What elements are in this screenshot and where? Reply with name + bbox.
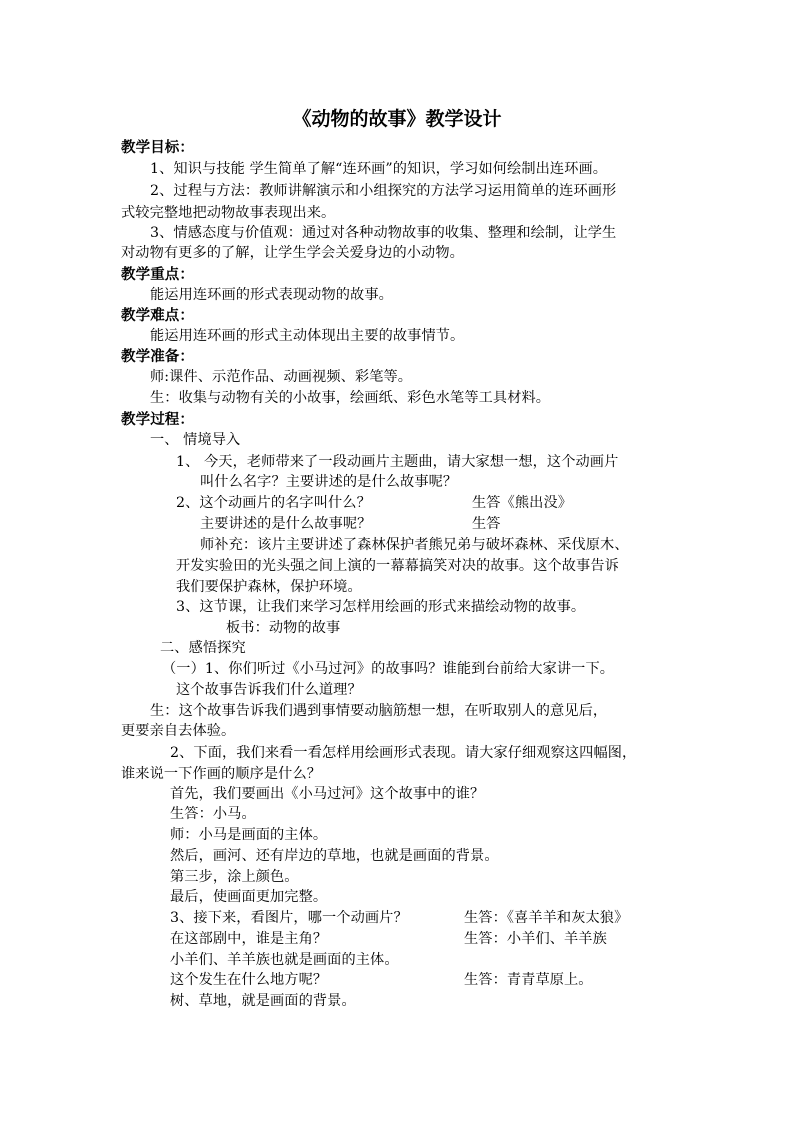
s1-question-1-line-1: 1、 今天，老师带来了一段动画片主题曲，请大家想一想，这个动画片 xyxy=(176,454,619,470)
objective-2-line-1: 2、过程与方法：教师讲解演示和小组探究的方法学习运用简单的连环画形 xyxy=(150,183,617,199)
s1-question-1-line-2: 叫什么名字？主要讲述的是什么故事呢？ xyxy=(200,474,458,490)
preparation-heading: 教学准备： xyxy=(121,348,194,365)
s2-question-3: 3、接下来，看图片，哪一个动画片？ xyxy=(170,910,408,926)
s1-question-2b-answer: 生答 xyxy=(472,516,501,532)
s2-step-first-teacher: 师：小马是画面的主体。 xyxy=(170,827,328,843)
s2-step-third: 第三步，涂上颜色。 xyxy=(170,869,299,885)
s2-question-5b: 树、草地，就是画面的背景。 xyxy=(170,993,356,1009)
s2-answer-1-line-1: 生：这个故事告诉我们遇到事情要动脑筋想一想，在听取别人的意见后， xyxy=(150,703,608,719)
s1-question-3: 3、这节课，让我们来学习怎样用绘画的形式来描绘动物的故事。 xyxy=(176,599,586,615)
s2-part-1-question: （一）1、你们听过《小马过河》的故事吗？谁能到台前给大家讲一下。 xyxy=(162,661,615,677)
s2-answer-1-line-2: 更要亲自去体验。 xyxy=(121,723,236,739)
difficulties-text: 能运用连环画的形式主动体现出主要的故事情节。 xyxy=(150,328,465,344)
s2-question-5: 这个发生在什么地方呢？ xyxy=(170,972,328,988)
s1-supplement-line-1: 师补充：该片主要讲述了森林保护者熊兄弟与破坏森林、采伐原木、 xyxy=(200,537,629,553)
s1-question-2-answer: 生答《熊出没》 xyxy=(472,495,573,511)
s2-question-4b: 小羊们、羊羊族也就是画面的主体。 xyxy=(170,952,399,968)
preparation-teacher: 师:课件、示范作品、动画视频、彩笔等。 xyxy=(150,369,413,385)
s2-step-last: 最后，使画面更加完整。 xyxy=(170,889,328,905)
s2-question-4-answer: 生答：小羊们、羊羊族 xyxy=(464,931,607,947)
objectives-heading: 教学目标： xyxy=(121,139,194,156)
s2-question-3-answer: 生答：《喜羊羊和灰太狼》 xyxy=(464,910,629,926)
s2-step-then: 然后，画河、还有岸边的草地，也就是画面的背景。 xyxy=(170,848,499,864)
s2-question-4: 在这部剧中，谁是主角？ xyxy=(170,931,328,947)
s2-part-2-line-2: 谁来说一下作画的顺序是什么？ xyxy=(121,766,322,782)
s2-step-first-answer: 生答：小马。 xyxy=(170,806,256,822)
key-points-text: 能运用连环画的形式表现动物的故事。 xyxy=(150,287,393,303)
s2-question-5-answer: 生答：青青草原上。 xyxy=(464,972,593,988)
key-points-heading: 教学重点： xyxy=(121,266,194,283)
s1-question-2b: 主要讲述的是什么故事呢？ xyxy=(200,516,372,532)
s1-board-note: 板书：动物的故事 xyxy=(226,620,341,636)
process-heading: 教学过程： xyxy=(121,411,194,428)
preparation-student: 生：收集与动物有关的小故事，绘画纸、彩色水笔等工具材料。 xyxy=(150,390,551,406)
s1-supplement-line-2: 开发实验田的光头强之间上演的一幕幕搞笑对决的故事。这个故事告诉 xyxy=(176,558,619,574)
s2-part-2-line-1: 2、下面，我们来看一看怎样用绘画形式表现。请大家仔细观察这四幅图， xyxy=(170,745,637,761)
s1-supplement-line-3: 我们要保护森林，保护环境。 xyxy=(176,579,362,595)
s2-step-first: 首先，我们要画出《小马过河》这个故事中的谁？ xyxy=(170,786,485,802)
s1-question-2: 2、这个动画片的名字叫什么？ xyxy=(176,495,371,511)
section-2-title: 二、感悟探究 xyxy=(160,640,246,656)
difficulties-heading: 教学难点： xyxy=(121,307,194,324)
objective-3-line-2: 对动物有更多的了解，让学生学会关爱身边的小动物。 xyxy=(121,245,464,261)
s2-part-1-question-b: 这个故事告诉我们什么道理？ xyxy=(176,682,362,698)
document-title: 《动物的故事》教学设计 xyxy=(292,108,502,130)
objective-3-line-1: 3、情感态度与价值观：通过对各种动物故事的收集、整理和绘制，让学生 xyxy=(150,225,617,241)
objective-2-line-2: 式较完整地把动物故事表现出来。 xyxy=(121,205,336,221)
section-1-title: 一、 情境导入 xyxy=(150,432,241,448)
objective-1: 1、知识与技能 学生简单了解“连环画”的知识，学习如何绘制出连环画。 xyxy=(150,161,608,177)
